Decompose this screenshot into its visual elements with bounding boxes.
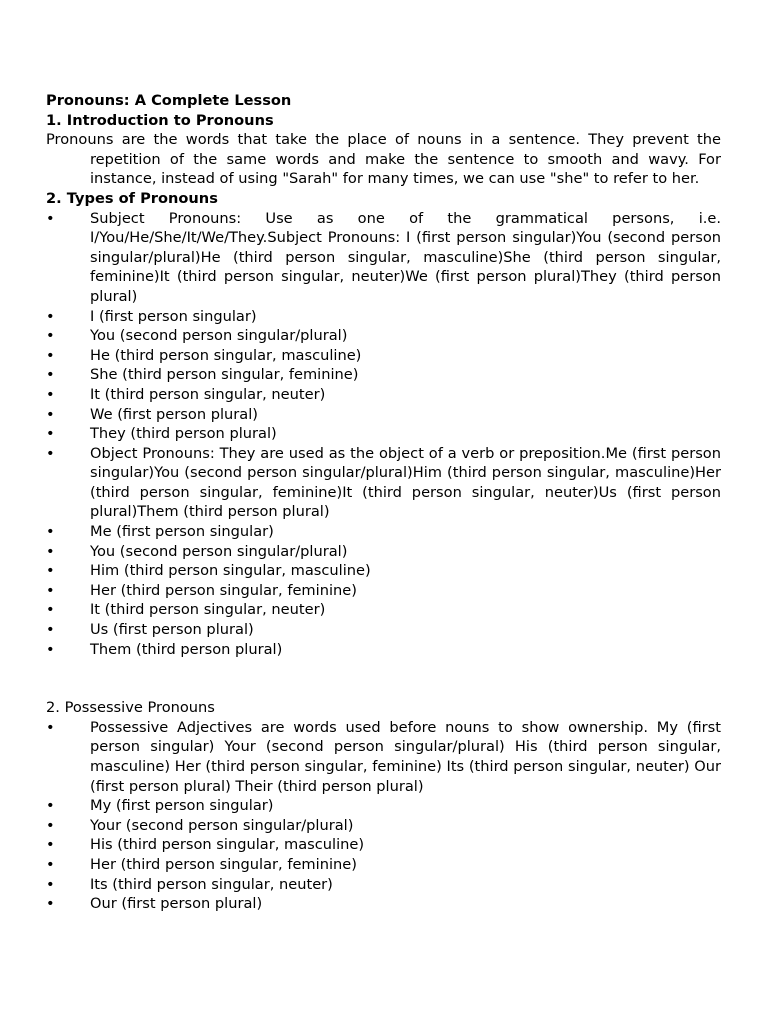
- bullet-marker: •: [46, 601, 55, 619]
- list-item: [46, 405, 721, 425]
- object-pronoun-item: Us (first person plural): [90, 621, 254, 639]
- list-item: [46, 542, 721, 562]
- subject-pronoun-item: It (third person singular, neuter): [90, 385, 326, 403]
- subject-pronoun-item: He (third person singular, masculine): [90, 346, 362, 364]
- bullet-marker: •: [46, 444, 55, 462]
- possessive-adjective-item: Her (third person singular, feminine): [90, 855, 357, 873]
- bullet-marker: •: [46, 346, 55, 364]
- bullet-marker: •: [46, 307, 55, 325]
- bullet-marker: •: [46, 209, 55, 227]
- bullet-marker: •: [46, 895, 55, 913]
- possessive-adjective-item: Our (first person plural): [90, 895, 263, 913]
- list-item: [46, 640, 721, 660]
- bullet-marker: •: [46, 562, 55, 580]
- bullet-marker: •: [46, 425, 55, 443]
- subject-pronoun-item: She (third person singular, feminine): [90, 366, 359, 384]
- bullet-marker: •: [46, 640, 55, 658]
- object-pronoun-item: Me (first person singular): [90, 523, 274, 541]
- possessive-adjective-item: His (third person singular, masculine): [90, 836, 365, 854]
- list-item: [46, 816, 721, 836]
- bullet-marker: •: [46, 581, 55, 599]
- list-item: [46, 894, 721, 914]
- section-heading-introduction: 1. Introduction to Pronouns: [46, 111, 274, 129]
- bullet-marker: •: [46, 405, 55, 423]
- list-item: [46, 561, 721, 581]
- object-pronoun-item: Him (third person singular, masculine): [90, 562, 371, 580]
- possessive-adjective-item: My (first person singular): [90, 797, 274, 815]
- bullet-marker: •: [46, 836, 55, 854]
- list-item: [46, 326, 721, 346]
- bullet-marker: •: [46, 327, 55, 345]
- object-pronoun-item: Them (third person plural): [90, 640, 283, 658]
- object-pronouns-description: Object Pronouns: They are used as the object of a verb or preposition.Me (first person singular)You (second person singular/plural)Him (third person singular, masculine)Her (third person singular, feminine)It (third person singular, neuter)Us (first person plural)Them (third person plural): [90, 444, 721, 521]
- object-pronoun-item: It (third person singular, neuter): [90, 601, 326, 619]
- section-spacer: [46, 659, 721, 698]
- list-item: [46, 855, 721, 875]
- document-title: Pronouns: A Complete Lesson: [46, 92, 292, 109]
- object-pronoun-item: You (second person singular/plural): [90, 542, 348, 560]
- bullet-marker: •: [46, 816, 55, 834]
- bullet-marker: •: [46, 855, 55, 873]
- types-bullet-list: [46, 209, 721, 660]
- list-item: [46, 835, 721, 855]
- list-item: [46, 600, 721, 620]
- list-item: [46, 718, 721, 796]
- possessive-adjectives-description: Possessive Adjectives are words used before nouns to show ownership. My (first person singular) Your (second person singular/plural) His (third person singular, masculine) Her (third person singular, feminine) Its (third person singular, neuter) Our (first person plural) Their (third person plural): [90, 718, 721, 795]
- subject-pronouns-description: Subject Pronouns: Use as one of the grammatical persons, i.e. I/You/He/She/It/We/They.Subject Pronouns: I (first person singular)You (second person singular/plural)He (third person singular, masculine)She (third person singular, feminine)It (third person singular, neuter)We (first person plural)They (third person plural): [90, 209, 721, 305]
- object-pronoun-item: Her (third person singular, feminine): [90, 581, 357, 599]
- subject-pronoun-item: I (first person singular): [90, 307, 257, 325]
- bullet-marker: •: [46, 718, 55, 736]
- list-item: [46, 209, 721, 307]
- list-item: [46, 424, 721, 444]
- introduction-paragraph: Pronouns are the words that take the place of nouns in a sentence. They prevent the repetition of the same words and make the sentence to smooth and wavy. For instance, instead of using "Sarah" for many times, we can use "she" to refer to her.: [46, 131, 721, 188]
- list-item: [46, 346, 721, 366]
- bullet-marker: •: [46, 542, 55, 560]
- list-item: [46, 307, 721, 327]
- document-page: [46, 91, 721, 914]
- list-item: [46, 444, 721, 522]
- bullet-marker: •: [46, 523, 55, 541]
- list-item: [46, 875, 721, 895]
- bullet-marker: •: [46, 797, 55, 815]
- possessive-bullet-list: [46, 718, 721, 914]
- bullet-marker: •: [46, 621, 55, 639]
- list-item: [46, 385, 721, 405]
- list-item: [46, 522, 721, 542]
- section-heading-possessive: 2. Possessive Pronouns: [46, 699, 215, 717]
- section-heading-types: 2. Types of Pronouns: [46, 189, 218, 207]
- list-item: [46, 620, 721, 640]
- subject-pronoun-item: You (second person singular/plural): [90, 327, 348, 345]
- list-item: [46, 581, 721, 601]
- list-item: [46, 796, 721, 816]
- bullet-marker: •: [46, 385, 55, 403]
- subject-pronoun-item: We (first person plural): [90, 405, 258, 423]
- possessive-adjective-item: Your (second person singular/plural): [90, 816, 354, 834]
- subject-pronoun-item: They (third person plural): [90, 425, 277, 443]
- bullet-marker: •: [46, 366, 55, 384]
- possessive-adjective-item: Its (third person singular, neuter): [90, 875, 333, 893]
- bullet-marker: •: [46, 875, 55, 893]
- list-item: [46, 365, 721, 385]
